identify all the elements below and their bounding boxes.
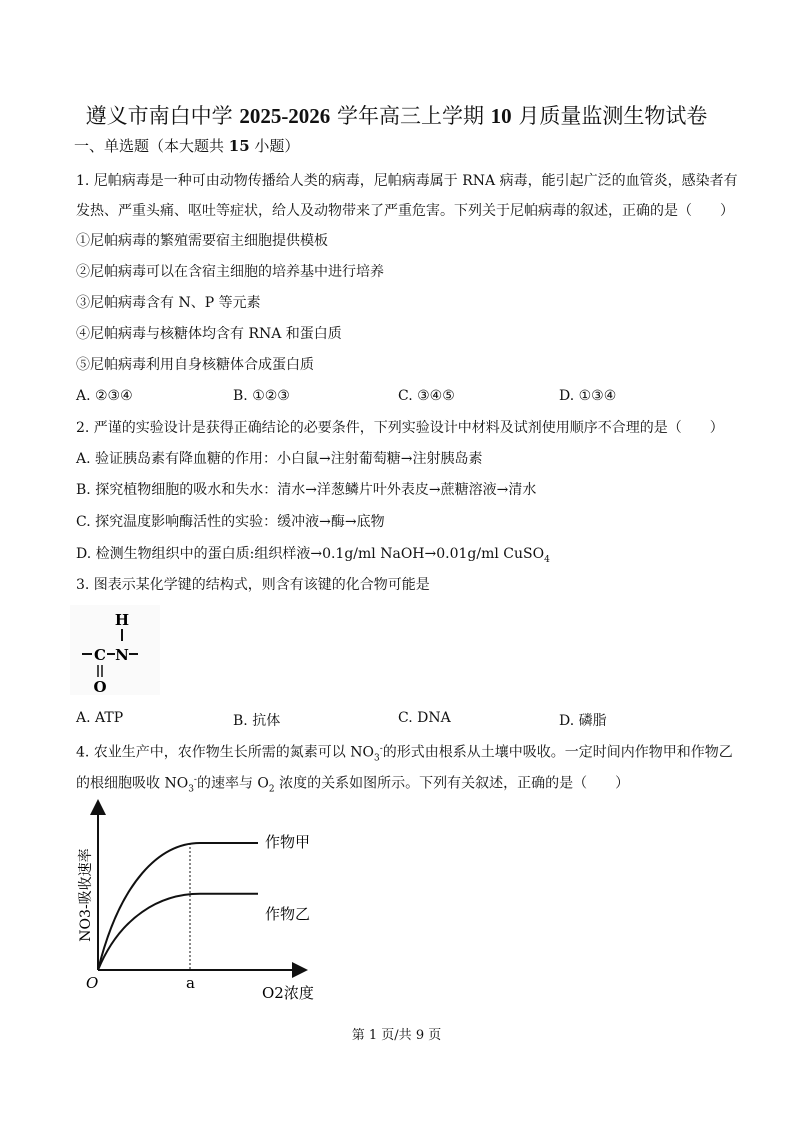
q3-option-d: D. 磷脂 [559, 713, 607, 729]
q3-option-a: A. ATP [76, 710, 124, 726]
x-tick-a: a [186, 974, 195, 992]
q1-stem-line2: 发热、严重头痛、呕吐等症状，给人及动物带来了严重危害。下列关于尼帕病毒的叙述，正确的是（ ） [76, 203, 734, 219]
q1-stem-line1: 1. 尼帕病毒是一种可由动物传播给人类的病毒，尼帕病毒属于 RNA 病毒，能引起广泛的血管炎，感染者有 [76, 173, 738, 189]
atom-o: O [93, 678, 107, 695]
atom-c: C [94, 646, 106, 664]
q1-option-a: A. ②③④ [76, 388, 133, 404]
x-axis-label: O2浓度 [262, 984, 314, 1002]
q3-stem: 3. 图表示某化学键的结构式，则含有该键的化合物可能是 [76, 577, 430, 593]
q1-statement: ③尼帕病毒含有 N、P 等元素 [76, 295, 261, 311]
q1-statement: ①尼帕病毒的繁殖需要宿主细胞提供模板 [76, 233, 328, 249]
peptide-bond-structure [70, 605, 160, 695]
atom-n: N [115, 646, 129, 664]
series-label-yi: 作物乙 [265, 905, 311, 923]
q4-stem-line1: 4. 农业生产中，农作物生长所需的氮素可以 $NO_3^-$的形式由根系从土壤中吸收。一定时间内作物甲和作物乙 [76, 744, 733, 764]
q2-option-d: D. 检测生物组织中的蛋白质:组织样液→0.1g/ml NaOH→0.01g/ml CuSO$_4$ [76, 546, 550, 565]
q2-option-c: C. 探究温度影响酶活性的实验：缓冲液→酶→底物 [76, 514, 385, 530]
series-label-jia: 作物甲 [265, 833, 311, 851]
q1-statement: ④尼帕病毒与核糖体均含有 RNA 和蛋白质 [76, 326, 342, 342]
origin-label: O [86, 974, 99, 992]
q1-statement: ②尼帕病毒可以在含宿主细胞的培养基中进行培养 [76, 264, 384, 280]
series-line-jia [98, 843, 258, 970]
q2-option-a: A. 验证胰岛素有降血糖的作用：小白鼠→注射葡萄糖→注射胰岛素 [76, 451, 483, 467]
atom-h: H [114, 611, 130, 629]
q3-option-c: C. DNA [398, 710, 451, 726]
q4-stem-line2: 的根细胞吸收 $NO_3^-$的速率与 $O_2$ 浓度的关系如图所示。下列有关叙述，正确的是（ ） [76, 775, 630, 795]
q1-option-c: C. ③④⑤ [398, 388, 455, 404]
y-axis-label: NO3-吸收速率 [78, 848, 94, 942]
q2-option-b: B. 探究植物细胞的吸水和失水：清水→洋葱鳞片叶外表皮→蔗糖溶液→清水 [76, 482, 537, 498]
q2-stem: 2. 严谨的实验设计是获得正确结论的必要条件，下列实验设计中材料及试剂使用顺序不合理的是（ ） [76, 420, 724, 436]
section-heading: 一、单选题（本大题共 15 小题） [74, 137, 300, 155]
q1-option-b: B. ①②③ [233, 388, 290, 404]
uptake-chart [60, 795, 340, 1010]
q1-statement: ⑤尼帕病毒利用自身核糖体合成蛋白质 [76, 357, 314, 373]
page-footer: 第 1 页/共 9 页 [351, 1028, 442, 1043]
page-title: 遵义市南白中学 2025-2026 学年高三上学期 10 月质量监测生物试卷 [85, 104, 708, 128]
q3-option-b: B. 抗体 [233, 713, 281, 729]
q1-option-d: D. ①③④ [559, 388, 617, 404]
